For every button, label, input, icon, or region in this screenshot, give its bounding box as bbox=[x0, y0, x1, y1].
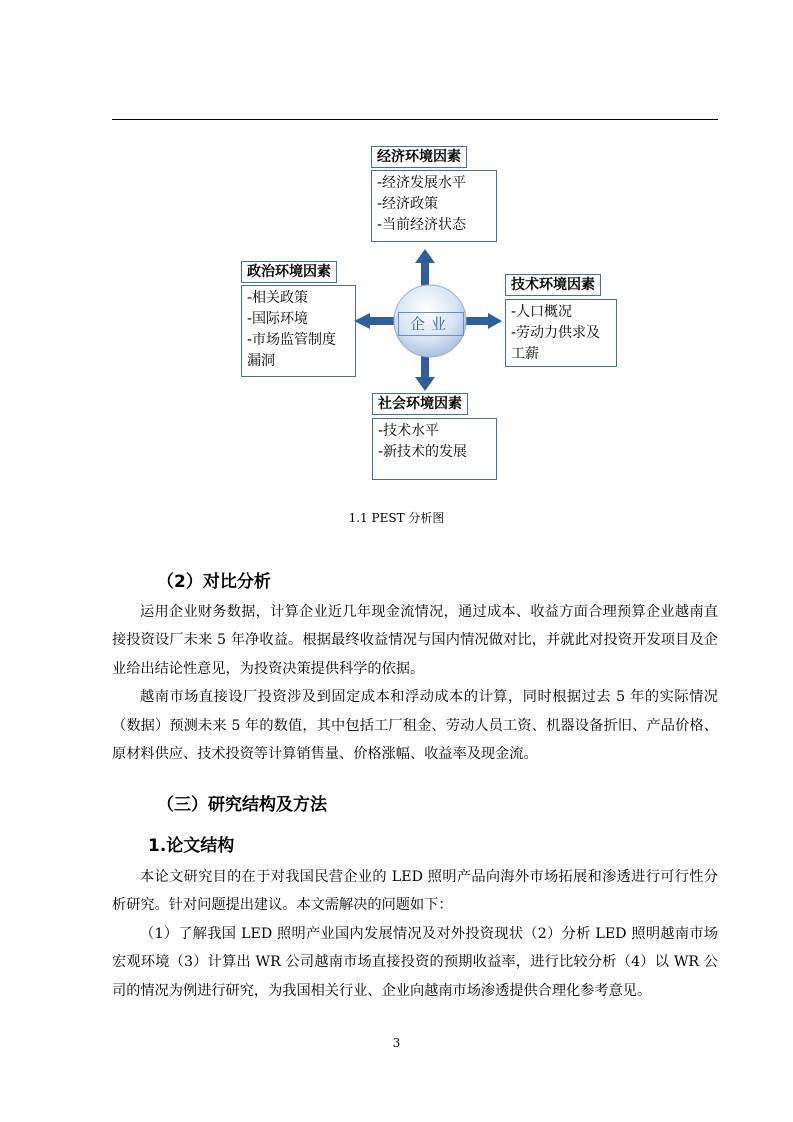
enterprise-label: 企业 bbox=[398, 312, 464, 336]
political-box bbox=[241, 285, 356, 377]
social-label: 社会环境因素 bbox=[372, 393, 468, 415]
paragraph: 本论文研究目的在于对我国民营企业的 LED 照明产品向海外市场拓展和渗透进行可行性分析研究。针对问题提出建议。本文需解决的问题如下： bbox=[112, 869, 718, 914]
political-item: 漏洞 bbox=[247, 353, 275, 369]
political-label: 政治环境因素 bbox=[241, 261, 337, 283]
technology-item: -人口概况 bbox=[511, 304, 573, 320]
social-item: -新技术的发展 bbox=[378, 444, 468, 460]
economic-item: -经济政策 bbox=[377, 196, 439, 212]
paragraph: 越南市场直接设厂投资涉及到固定成本和浮动成本的计算，同时根据过去 5 年的实际情况（数据）预测未来 5 年的数值，其中包括工厂租金、劳动人员工资、机器设备折旧、产品价格、原材料供应、技术投资等计算销售量、价格涨幅、收益率及现金流。 bbox=[112, 689, 718, 763]
technology-item: 工薪 bbox=[511, 346, 539, 362]
technology-label: 技术环境因素 bbox=[505, 274, 601, 296]
section3-body bbox=[112, 863, 718, 1005]
political-item: -相关政策 bbox=[247, 290, 309, 306]
technology-item: -劳动力供求及 bbox=[511, 325, 601, 341]
paragraph: （1）了解我国 LED 照明产业国内发展情况及对外投资现状（2）分析 LED 照明越南市场宏观环境（3）计算出 WR 公司越南市场直接投资的预期收益率，进行比较分析（4）以 WR 公司的情况为例进行研究，为我国相关行业、企业向越南市场渗透提供合理化参考意见。 bbox=[112, 925, 718, 999]
sub-heading-thesis-structure: 1.论文结构 bbox=[148, 836, 235, 856]
economic-item: -当前经济状态 bbox=[377, 217, 467, 233]
political-item: -市场监管制度 bbox=[247, 332, 337, 348]
page-number: 3 bbox=[392, 1036, 401, 1050]
economic-box bbox=[371, 170, 497, 242]
social-box bbox=[372, 418, 497, 480]
section2-body bbox=[112, 598, 718, 768]
figure-caption: 1.1 PEST 分析图 bbox=[348, 511, 445, 525]
political-item: -国际环境 bbox=[247, 311, 309, 327]
economic-item: -经济发展水平 bbox=[377, 175, 467, 191]
technology-box bbox=[505, 299, 617, 367]
header-rule bbox=[112, 119, 718, 120]
section-heading-comparison: （2）对比分析 bbox=[157, 572, 271, 592]
social-item: -技术水平 bbox=[378, 423, 440, 439]
paragraph: 运用企业财务数据，计算企业近几年现金流情况，通过成本、收益方面合理预算企业越南直接投资设厂未来 5 年净收益。根据最终收益情况与国内情况做对比，并就此对投资开发项目及企业给出结论性意见，为投资决策提供科学的依据。 bbox=[112, 604, 718, 677]
economic-label: 经济环境因素 bbox=[371, 146, 467, 168]
section-heading-structure: （三）研究结构及方法 bbox=[157, 795, 327, 815]
